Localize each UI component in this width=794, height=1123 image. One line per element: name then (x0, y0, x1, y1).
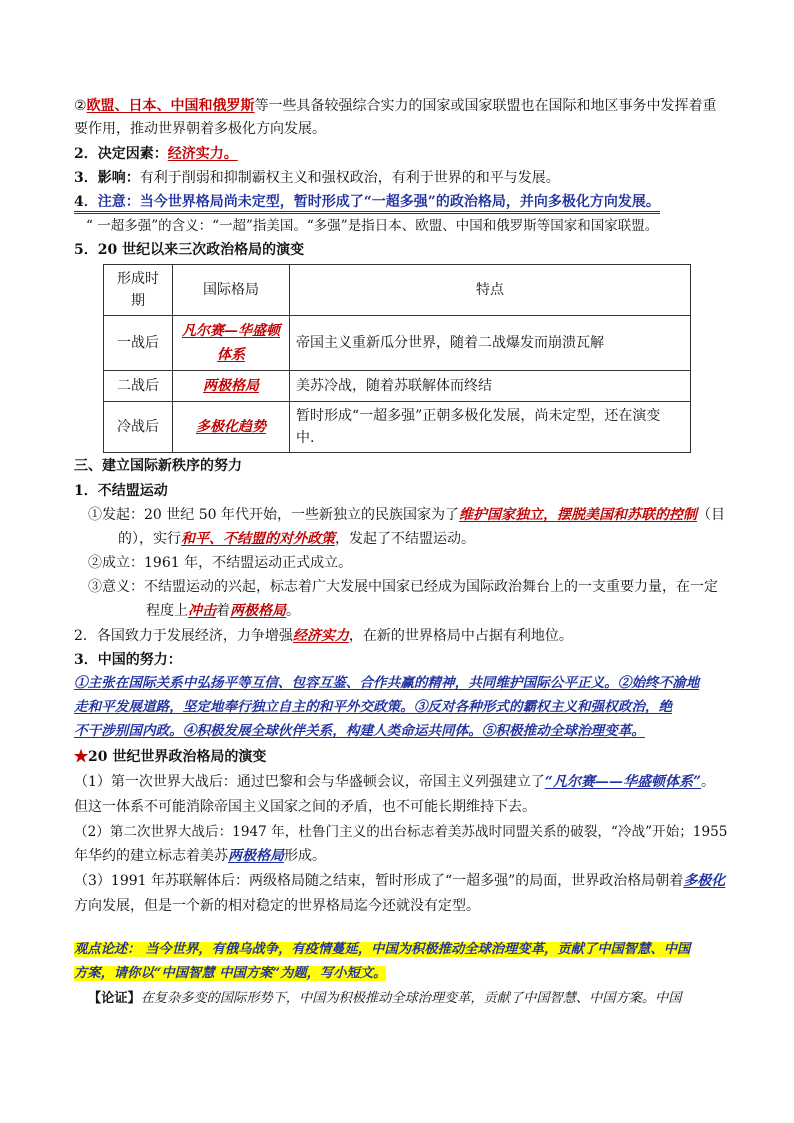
table-cell-pattern (173, 402, 290, 453)
opinion-prompt-line (74, 940, 690, 960)
item-text: 形成。 (284, 848, 326, 864)
header-text: 形成时 (117, 271, 159, 287)
table-header-cell: 特点 (290, 265, 691, 316)
table-cell-period: 一战后 (104, 316, 173, 371)
list-marker: ② (74, 98, 87, 114)
section-title-new-order: 三、建立国际新秩序的努力 (74, 458, 242, 474)
evolution-item-1-cont: 但这一体系不可能消除帝国主义国家之间的矛盾，也不可能长期维持下去。 (74, 799, 536, 815)
evolution-item-2-cont (74, 846, 326, 866)
argument-line (88, 989, 681, 1009)
item-text: ，发起了不结盟运动。 (335, 531, 475, 547)
keyword-economy: 经济实力。 (167, 146, 238, 162)
item-label: 2．决定因素： (74, 146, 168, 162)
keyword-versailles: “凡尔赛——华盛顿体系” (544, 774, 702, 790)
evolution-item-3-cont: 方向发展，但是一个新的相对稳定的世界格局迄今还就没有定型。 (74, 898, 480, 914)
item-text: 。 (701, 774, 716, 790)
evolution-heading (74, 747, 266, 767)
pattern-text: 两极格局 (203, 378, 259, 394)
table-cell-pattern (173, 371, 290, 402)
nonaligned-significance-cont (146, 601, 300, 621)
keyword-bipolar: 两极格局 (228, 848, 284, 864)
item-text: 年华约的建立标志着美苏 (74, 848, 228, 864)
argument-text: 在复杂多变的国际形势下，中国为积极推动全球治理变革，贡献了中国智慧、中国方案。中国 (140, 991, 682, 1006)
feature-text: 中. (296, 430, 315, 446)
item-text: 20 世纪 50 年代开始，一些新独立的民族国家为了 (144, 507, 459, 523)
opinion-prompt-line (74, 964, 386, 984)
subsection-china: 3．中国的努力： (74, 652, 182, 668)
table-row (104, 371, 691, 402)
item-text: 。 (286, 603, 300, 619)
nonaligned-origin-cont (118, 529, 475, 549)
item-label: ②成立： (88, 555, 144, 571)
heading-text: 20 世纪世界政治格局的演变 (88, 749, 267, 765)
item-text: 有利于削弱和抑制霸权主义和强权政治，有利于世界的和平与发展。 (139, 170, 560, 186)
china-effort-line: 走和平发展道路，坚定地奉行独立自主的和平外交政策。③反对各种形式的霸权主义和强权政治，绝 (74, 699, 673, 715)
evolution-table (103, 264, 691, 453)
nonaligned-founded (88, 553, 352, 573)
keyword-bipolar: 两极格局 (230, 603, 286, 619)
table-cell-feature: 帝国主义重新瓜分世界，随着二战爆发而崩溃瓦解 (290, 316, 691, 371)
table-cell-feature (290, 402, 691, 453)
argument-tag: 【论证】 (88, 991, 141, 1006)
note-number: 4 (74, 194, 84, 210)
china-effort-line: 不干涉别国内政。④积极发展全球伙伴关系，构建人类命运共同体。⑤积极推动全球治理变革。 (74, 723, 645, 739)
table-row (104, 316, 691, 371)
table-cell-pattern (173, 316, 290, 371)
pattern-text: 体系 (217, 347, 245, 363)
evolution-item-2: （2）第二次世界大战后：1947 年，杜鲁门主义的出台标志着美苏战时同盟关系的破裂，“冷战”开始；1955 (74, 824, 728, 840)
nonaligned-origin (88, 505, 725, 525)
note-highlight (74, 194, 660, 214)
china-effort-line: ①主张在国际关系中弘扬平等互信、包容互鉴、合作共赢的精神，共同维护国际公平正义。②始终不渝地 (74, 675, 700, 691)
item-text: 着 (216, 603, 230, 619)
note-line (74, 192, 660, 212)
item-text: ，在新的世界格局中占据有利地位。 (348, 628, 573, 644)
pattern-text: 多极化趋势 (196, 419, 266, 435)
table-row (104, 402, 691, 453)
item-label: 3．影响： (74, 170, 140, 186)
keyword-economic-strength: 经济实力 (292, 628, 349, 644)
highlight-text: 方案，请你以“中国智慧 中国方案”为题，写小短文。 (74, 966, 387, 981)
deciding-factor (74, 144, 238, 164)
highlight-text: 观点论述： 当今世界，有俄乌战争，有疫情蔓延，中国为积极推动全球治理变革，贡献了中国智慧、中国 (74, 942, 691, 957)
keyword-powers: 欧盟、日本、中国和俄罗斯 (86, 98, 255, 114)
table-cell-feature: 美苏冷战，随着苏联解体而终结 (290, 371, 691, 402)
subsection-nonaligned: 1．不结盟运动 (74, 483, 168, 499)
item-text: 1961 年，不结盟运动正式成立。 (144, 555, 353, 571)
section-title-evolution: 5．20 世纪以来三次政治格局的演变 (74, 242, 305, 258)
item-text: 程度上 (146, 603, 188, 619)
table-header-row (104, 265, 691, 316)
item-text: （1）第一次世界大战后：通过巴黎和会与华盛顿会议，帝国主义列强建立了 (74, 774, 545, 790)
impact-line (74, 168, 560, 188)
nonaligned-significance (88, 577, 718, 597)
item-text: （3）1991 年苏联解体后：两级格局随之结束，暂时形成了“一超多强”的局面，世界政治格局朝着 (74, 873, 684, 889)
table-header-cell (104, 265, 173, 316)
paragraph-text-cont: 要作用，推动世界朝着多极化方向发展。 (74, 121, 326, 137)
table-cell-period: 二战后 (104, 371, 173, 402)
keyword-policy: 和平、不结盟的对外政策 (181, 531, 335, 547)
keyword-multipolar: 多极化 (683, 873, 726, 889)
header-text: 期 (131, 293, 145, 309)
item-text: 的），实行 (118, 531, 181, 547)
pattern-text: 凡尔赛—华盛顿 (182, 323, 280, 339)
keyword-impact: 冲击 (188, 603, 216, 619)
item-text: 不结盟运动的兴起，标志着广大发展中国家已经成为国际政治舞台上的一支重要力量，在一定 (144, 579, 718, 595)
star-icon: ★ (74, 749, 88, 765)
note-text: ．注意：当今世界格局尚未定型，暂时形成了“一超多强”的政治格局，并向多极化方向发展。 (83, 194, 660, 210)
economy-line (74, 626, 573, 646)
feature-text: 暂时形成“一超多强”正朝多极化发展，尚未定型，还在演变 (296, 408, 661, 424)
item-label: ③意义： (88, 579, 144, 595)
item-text: （目 (696, 507, 725, 523)
paragraph-text: 等一些具备较强综合实力的国家或国家联盟也在国际和地区事务中发挥着重 (254, 98, 717, 114)
item-label: ①发起： (88, 507, 144, 523)
table-header-cell: 国际格局 (173, 265, 290, 316)
keyword-independence: 维护国家独立，摆脱美国和苏联的控制 (458, 507, 697, 523)
evolution-item-3 (74, 871, 725, 891)
table-cell-period: 冷战后 (104, 402, 173, 453)
definition-line: “ 一超多强”的含义：“一超”指美国。“多强”是指日本、欧盟、中国和俄罗斯等国家和国家联盟。 (86, 218, 659, 234)
evolution-item-1 (74, 772, 715, 792)
item-text: 2．各国致力于发展经济，力争增强 (74, 628, 293, 644)
paragraph-multipolar (74, 96, 717, 116)
